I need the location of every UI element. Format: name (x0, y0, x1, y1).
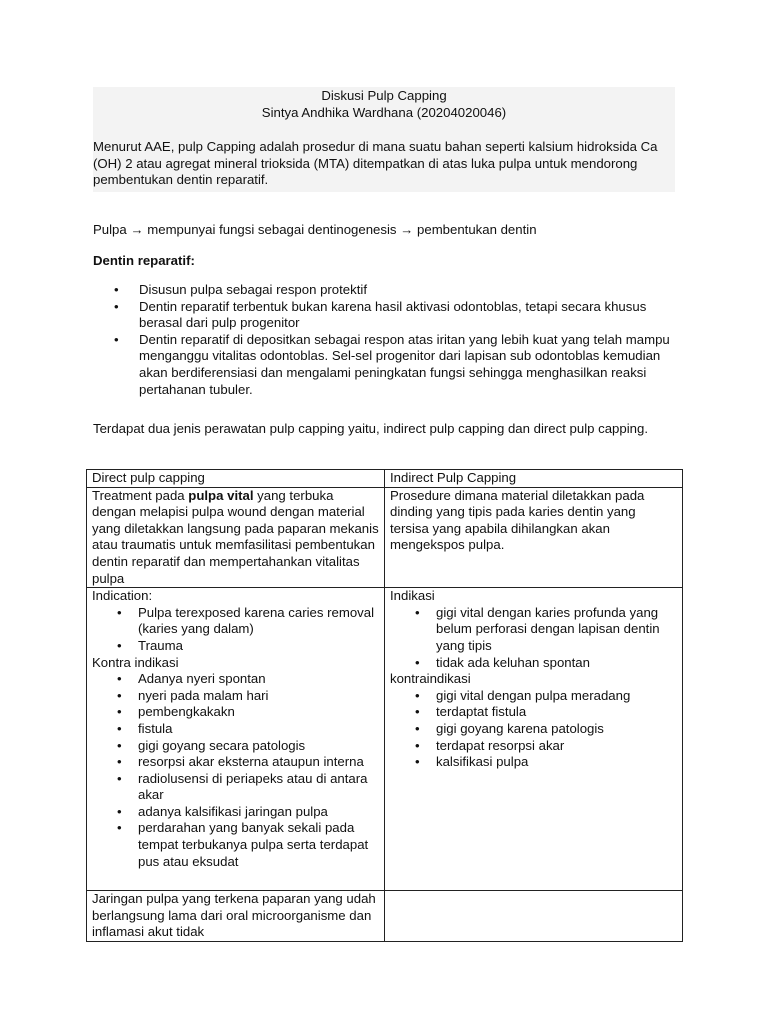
direct-indications-cell (87, 588, 385, 891)
definition-text: yang terbuka dengan melapisi pulpa wound dengan material yang diletakkan langsung pada paparan mekanis atau traumatis untuk memfasilitasi pembentukan dentin reparatif dan mempertahankan vitalitas pulpa (92, 487, 379, 586)
list-item: • terdaptat fistula (390, 704, 678, 721)
indication-label: Indication: (92, 588, 153, 604)
list-item: • pembengkakakn (92, 704, 380, 721)
list-item: • radiolusensi di periapeks atau di antara akar (92, 771, 380, 804)
indication-list (92, 605, 380, 655)
list-item: • gigi goyang karena patologis (390, 721, 678, 738)
list-item: • kalsifikasi pulpa (390, 754, 678, 771)
comparison-table (86, 469, 683, 942)
direct-definition-cell (87, 487, 385, 588)
contra-label: Kontra indikasi (92, 654, 179, 670)
list-item: • gigi goyang secara patologis (92, 738, 380, 755)
indirect-definition-cell: Prosedure dimana material diletakkan pada dinding yang tipis pada karies dentin yang tersisa yang apabila dihilangkan akan mengekspos pulpa. (385, 487, 683, 588)
treatment-types-paragraph: Terdapat dua jenis perawatan pulp capping yaitu, indirect pulp capping dan direct pulp capping. (93, 421, 648, 436)
list-item: • gigi vital dengan karies profunda yang belum perforasi dengan lapisan dentin yang tipis (390, 605, 678, 655)
list-item: • Disusun pulpa sebagai respon protektif (93, 282, 673, 299)
list-item: • Pulpa terexposed karena caries removal (karies yang dalam) (92, 605, 380, 638)
list-item: • Adanya nyeri spontan (92, 671, 380, 688)
list-item: • tidak ada keluhan spontan (390, 655, 678, 672)
table-row (87, 588, 683, 891)
list-item: • Trauma (92, 638, 380, 655)
contra-list (92, 671, 380, 870)
list-item: • adanya kalsifikasi jaringan pulpa (92, 804, 380, 821)
indication-label: Indikasi (390, 588, 435, 604)
document-title: Diskusi Pulp Capping (321, 88, 447, 103)
list-item: • resorpsi akar eksterna ataupun interna (92, 754, 380, 771)
list-item: • fistula (92, 721, 380, 738)
title-block (93, 88, 675, 122)
contra-list (390, 688, 678, 771)
indication-list (390, 605, 678, 671)
table-row (87, 891, 683, 942)
intro-paragraph: Menurut AAE, pulp Capping adalah prosedur di mana suatu bahan seperti kalsium hidroksida Ca (OH) 2 atau agregat mineral trioksida (MTA) ditempatkan di atas luka pulpa untuk mendorong pembentukan dentin reparatif. (93, 139, 658, 188)
list-item: • terdapat resorpsi akar (390, 738, 678, 755)
list-item: • nyeri pada malam hari (92, 688, 380, 705)
indirect-indications-cell (385, 588, 683, 891)
contra-label: kontraindikasi (390, 671, 471, 687)
list-item: • perdarahan yang banyak sekali pada tempat terbukanya pulpa serta terdapat pus atau eksudat (92, 820, 380, 870)
list-item: • Dentin reparatif di depositkan sebagai respon atas iritan yang lebih kuat yang telah mampu menganggu vitalitas odontoblas. Sel-sel progenitor dari lapisan sub odontoblas kemudian akan berdiferensiasi dan mengalami peningkatan fungsi sehingga menghasilkan reaksi pertahanan tubuler. (93, 332, 673, 398)
definition-text: Treatment pada (92, 487, 189, 503)
definition-bold-text: pulpa vital (188, 487, 254, 503)
table-header-indirect: Indirect Pulp Capping (385, 470, 683, 488)
dentin-reparatif-heading: Dentin reparatif: (93, 253, 195, 268)
dentin-points-list (93, 282, 673, 398)
table-row (87, 487, 683, 588)
table-header-direct: Direct pulp capping (87, 470, 385, 488)
list-item: • gigi vital dengan pulpa meradang (390, 688, 678, 705)
pulpa-function-line: Pulpa → mempunyai fungsi sebagai dentinogenesis → pembentukan dentin (93, 222, 537, 237)
list-item: • Dentin reparatif terbentuk bukan karena hasil aktivasi odontoblas, tetapi secara khusus berasal dari pulp progenitor (93, 299, 673, 332)
document-author: Sintya Andhika Wardhana (20204020046) (261, 105, 507, 120)
direct-last-cell: Jaringan pulpa yang terkena paparan yang udah berlangsung lama dari oral microorganisme dan inflamasi akut tidak (87, 891, 385, 942)
indirect-last-cell (385, 891, 683, 942)
table-row (87, 470, 683, 488)
